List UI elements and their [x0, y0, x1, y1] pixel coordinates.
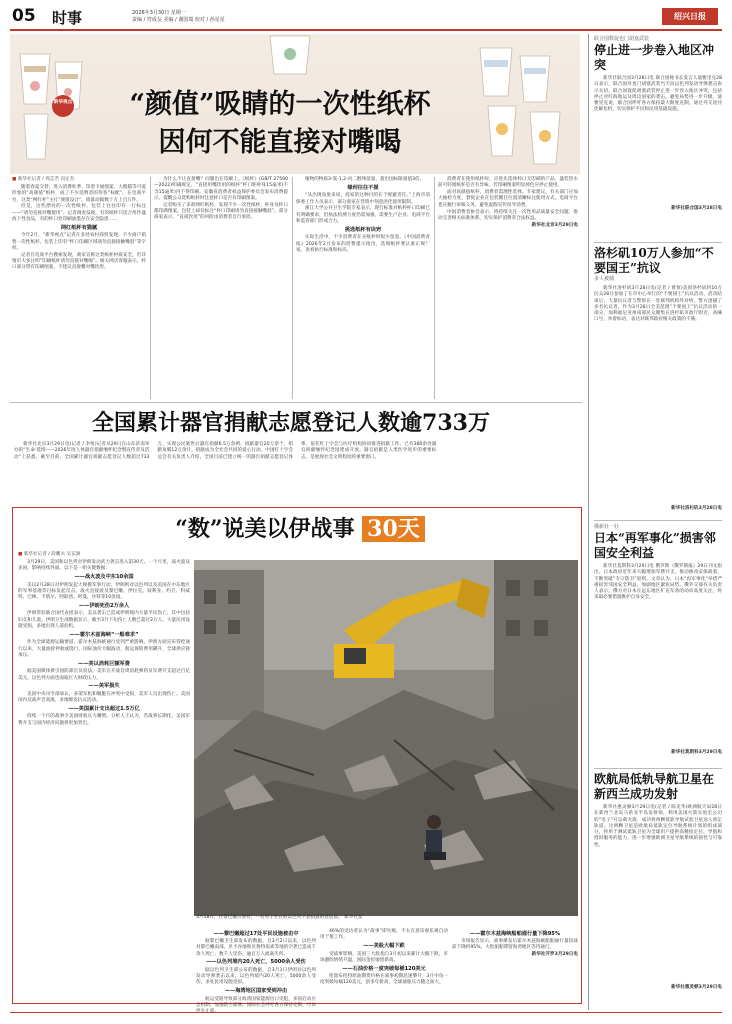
lead-column-3: 植物的物质3-氯-1,2-丙二醇残留量，超出国标限量值3倍。 缘何往往不提 “从出现角度来说，商家的这种目的在于规避责任。”上海市消保委工作人员表示，部分商家在营销中刻意淡化使用限制。 浙江大学公共卫生学院专家表示，现行标准对纸杯杯口印刷已有明确要求，但执法检测力度仍需加强，需要生产企业、电商平台和监管部门形成合力。 挑选纸杯有诀窍 实际生活中，不少消费者在买纸杯时很少留意。《中国消费者报》2026年2月发布的消费提示指出，选购纸杯要认准正规厂家、查看执行标准和标识。 — [296, 177, 430, 253]
japan-military-headline: 日本“再军事化”损害邻国安全利益 — [594, 531, 716, 560]
lead-column-4: 消费者在使用纸杯时，应优先选择杯口无印刷的产品，盛装热水前可轻闻纸杯是否有异味，若印刷图案明显掉色应停止使用。 面对高颜值纸杯，消费者需理性选择。专家建议，有关部门应加大抽检力度，督促企业在包装醒目位置清晰标注使用方式，电商平台也应履行审核义务，避免虚假宣传误导消费。 中国消费者协会表示，将持续关注一次性用品质量安全问题，推动完善相关标准体系，切实保护消费者合法权益。 新华社北京3月29日电 — [438, 177, 578, 228]
lead-column-2: 为什么不让直接嘴？问题出在印刷上。《纸杯》(GB/T 27590—2022)明确规定，“直接用嘴饮用的纸杯”杯口距杯身15毫米(不含15毫米)内不得印刷。安徽省消费者权益保护委员会发布消费提示，提醒公众选购纸杯时注意杯口是否有印刷图案。 记者购买了多款网红纸杯，发现不少一次性纸杯，杯身及杯口都印满图案，包装上却仅标注“杯口印刷请勿直接接触嘴唇”。部分商家表示，“直接饮用”的风险由消费者自行承担。 — [154, 177, 288, 221]
lead-byline: ■ 新华社记者 / 周芷若 向定杰 — [12, 177, 75, 182]
japan-military-dateline: 新华社莫斯科3月29日电 — [671, 750, 722, 755]
beirut-rubble-photo — [194, 560, 578, 916]
esa-satellite-body: 新华社惠灵顿3月29日电(记者 / 陈龙华)欧洲航天局28日在新西兰北岛马希亚半岛发射场，利用美国火箭实验室公司的“电子”号运载火箭，成功将两颗低轨导航试验卫星送入预定轨道。这两颗卫星是欧航局低轨定位导航系统计划的组成部分，将用于测试低轨卫星为全球用户提供高精度定位、导航和授时服务的能力，进一步增强欧洲卫星导航系统的韧性与可靠性。 — [594, 805, 722, 848]
la-protest-story — [594, 246, 722, 512]
lead-subhead-2: 缘何往往不提 — [347, 184, 379, 191]
un-houthi-headline: 停止进一步卷入地区冲突 — [594, 43, 715, 72]
footer-rule — [10, 1012, 722, 1013]
war-feature-column-4: 46%的受访者认为“战事”即失败，不太在意乐观乐观自动用于推工作。 ——美股大幅下跌 受战事影响，美国三大股指自3月初以来累计大幅下跌，市场避险情绪升温，国际金价屡创新高。 ——石油价格一度突破每桶120美元 伦敦布伦特原油期货价格在战事初期迅速攀升，3月中旬一度突破每桶120美元，创多年新高，全球通胀压力随之加大。 — [320, 929, 448, 986]
divider — [594, 768, 722, 769]
issue-date: 2026年3月30日 星期一 — [132, 10, 186, 16]
editors: 责编 / 符成友 美编 / 谢国瑞 校对 / 孙星星 — [132, 17, 225, 23]
war-feature-column-3: ——黎巴嫩超过17处平民设施被击中 据黎巴嫩卫生部发布的数据，自3月2日以来，以色列对黎巴嫩南部、贝卡谷地和贝鲁特南郊等地的空袭已造成千余人死亡、数千人受伤，逾百万人流离失所。 ——以色列境内20人死亡，5000余人受伤 据以色列卫生部公布的数据，自3月1日伊朗对以色列发动导弹袭击以来，以色列境内20人死亡，5000余人受伤，多处民用设施受损。 ——海湾地区国家受到冲击 航运受阻导致部分海湾国家能源出口受阻，多国启动应急机制，加强防空部署，国际社会呼吁各方保持克制，尽快 — [196, 930, 316, 1009]
highlight-30-days: 30天 — [362, 516, 425, 542]
column-divider — [588, 34, 589, 1010]
divider — [150, 177, 151, 399]
lead-subhead-3: 挑选纸杯有诀窍 — [344, 226, 382, 233]
divider — [594, 520, 722, 521]
newspaper-logo: 绍兴日报 — [662, 8, 718, 25]
japan-military-kicker: 俄新社一社 — [594, 524, 620, 530]
war-feature-dateline: 新华社开罗3月29日电 — [531, 952, 578, 958]
photo-credit: 新华社发 — [344, 915, 363, 920]
un-houthi-story — [594, 36, 722, 212]
divider — [292, 177, 293, 399]
la-protest-headline: 洛杉矶10万人参加“不要国王”抗议 — [594, 246, 714, 275]
organ-donation-headline: 全国累计器官捐献志愿登记人数逾733万 — [92, 410, 490, 436]
divider — [10, 402, 582, 403]
section-title: 时事 — [52, 9, 83, 27]
japan-military-story — [594, 524, 722, 756]
lead-headline-line1: “颜值”吸睛的一次性纸杯 — [129, 89, 431, 120]
esa-satellite-headline: 欧航局低轨导航卫星在新西兰成功发射 — [594, 772, 715, 801]
la-protest-body: 新华社洛杉矶3月28日电(记者 / 黄恒)美国洛杉矶约10万民众28日参加了在市中心举行的“不要国王”抗议活动，活动结束后，大量抗议者与警察在一处联邦机构外对峙，警方逮捕了多名抗议者。作为3月28日全美范围“不要国王”抗议活动的一部分，加利福尼亚州南部民众聚集在洛杉矶市政厅附近，高喊口号，举着标语，表达对联邦政府相关政策的不满。 — [594, 286, 722, 323]
war-feature-byline: ■ 新华社记者 / 段鹏夫 吴玄澍 — [18, 552, 81, 557]
divider — [594, 242, 722, 243]
lead-headline-line2: 因何不能直接对嘴喝 — [158, 127, 402, 158]
un-houthi-dateline: 新华社联合国3月28日电 — [671, 206, 722, 211]
lead-dateline: 新华社北京3月29日电 — [531, 222, 578, 228]
xinhua-viewpoint-badge: 新华视点 — [52, 95, 74, 117]
header-rule — [10, 29, 722, 31]
lead-subhead-1: 网红纸杯有猫腻 — [60, 224, 98, 231]
rubble-scene — [194, 560, 578, 916]
war-feature-headline: “数”说美以伊战事 30天 — [110, 515, 490, 543]
un-houthi-body: 新华社联合国3月28日电 联合国秘书长发言人迪雅里克28日表示，联合国对也门胡塞武装当天向以色列发动导弹袭击表示关切。联合国敦促胡塞武装停止进一步卷入地区冲突，包括停止对红海航运及周边国家的袭击，避免局势进一步升级。迪雅里克说，联合国呼吁各方保持最大限度克制，通过外交途径化解危机，切实保护平民和民用基础设施。 — [594, 76, 722, 113]
organ-donation-body: 新华社北京3月29日电(记者 / 李恒)记者从29日在山东济南举办的“生命·延续——2026年度人体器官捐献缅怀纪念暨宣传普及活动”上获悉，截至目前，全国累计器官捐献志愿登记人数超过733万，实现公民逝世后器官捐献6.5万余例，捐献器官20万余个，捐献角膜12万余片。捐献成为全社会共同的爱心行动。中国红十字会总会有关负责人介绍，全国目前已建立统一的器官捐献志愿登记体系，依托红十字会与医疗机构协同推进捐献工作，已有380余处器官捐献缅怀纪念园建成开放。器官捐献是人类医学进步的重要标志，是展现社会文明程度的重要窗口。 — [14, 442, 437, 460]
war-feature-column-5: ——霍尔木兹海峡船舶通行量下降95% 市场报告显示，战事爆发后霍尔木兹海峡船舶通行量较战前下降约95%，大批船舶滞留海湾地区等待通行。 新华社开罗3月29日电 — [452, 930, 578, 958]
lead-column-1: ■ 新华社记者 / 周芷若 向定杰 随着春夏交替，进入消费旺季，印着卡通图案、大熊猫等可爱形象的“高颜值”纸杯，成了不少消费者的待客“标配”。在电商平台，这类“网红杯”主打“颜值设计”，销量动辄数十万上百万件。 但是，这些漂亮的一次性纸杯，包装上往往印有一行标注——“请勿直接对嘴使用”。记者调查发现，有的纸杯只适合用作盛放干性食品，有的杯口处印刷油墨存在安全隐患…… 网红纸杯有猫腻 今年2月，“新华视点”记者在多处农村商贸发现，不少商户销售一次性纸杯，包装上印有“杯口印刷区域请勿直接接触嘴唇”等字样。 记者在电商平台搜索发现，商家宣称这类纸杯材质安全，但详情页大多注明“印刷纸杯请勿直接对嘴喝”。相关网店客服表示，杯口部分带有印刷图案，不建议直接嘴对嘴饮用。 — [12, 177, 146, 271]
japan-military-body: 新华社莫斯科3月29日电 俄罗斯《俄罗斯报》29日刊文指出，日本政府近年来大幅增加军费开支，推动修改安保政策，不断突破“专守防卫”原则。文章认为，日本“再军事化”举措严重损害邻国安全利益，加剧地区紧张局势。俄外交部有关负责人表示，俄方对日本在远东地区扩充军备的动向高度关注，将采取必要措施维护自身安全。 — [594, 564, 722, 601]
la-protest-dateline: 新华社洛杉矶3月28日电 — [671, 506, 722, 511]
war-feature-column-1: ■ 新华社记者 / 段鹏夫 吴玄澍 3月29日，美国和以色列对伊朗发动武力袭击进入第30天。一个月里，战火波及多国，影响持续外溢。以下是一组关键数据： ——战火波及中东10余国 美以2月28日对伊朗发起大规模军事行动，伊朗则对以色列以及美国在中东地区的军事基地等目标发起反击。战火直接波及黎巴嫩、伊拉克、叙利亚、约旦、科威特、巴林、卡塔尔、阿联酋、阿曼、沙特等10余国。 ——伊朗死伤2万余人 伊朗常驻联合国代表团表示，美以袭击已造成伊朗境内大量平民伤亡，其中包括妇女和儿童。伊朗卫生部数据显示，截至3月下旬伤亡人数已超过2万人，大量民用设施受损，多地出现人道危机。 ——霍尔木兹海峡“一船难求” 作为全球能源运输要道，霍尔木兹海峡通行受到严重影响。伊朗方面宣布管控通行以来，大量油轮停航或绕行，国际油价大幅波动，航运保险费用飙升，全球供应链承压。 ——美以消耗巨额军费 据美国媒体援引国防部官员说法，美军在开战首周消耗弹药及军费开支超过百亿美元。以色列方面也面临巨大财政压力。 ——美军损失 美国中央司令部承认，多架军机和舰艇在冲突中受损，美军人员出现伤亡。美国国内反战声音高涨，多地爆发抗议活动。 ——美国累计支出超过1.5万亿 持续一个月的战事令美国财政压力骤增。分析人士认为，若战事长期化，美国军费开支与国内经济问题将更加突出。 — [18, 552, 190, 726]
esa-satellite-dateline: 新华社惠灵顿3月29日电 — [671, 985, 722, 990]
page-number: 05 — [12, 6, 36, 26]
divider — [434, 177, 435, 399]
header-info — [132, 10, 225, 24]
photo-caption: 3月18日，在黎巴嫩贝鲁特，一名男子坐在被以色列空袭损毁的建筑前。 新华社发 — [196, 915, 363, 920]
la-protest-subhead: 多人被捕 — [594, 276, 615, 282]
un-houthi-kicker: 联合国数促也门胡塞武装 — [594, 36, 650, 42]
esa-satellite-story — [594, 772, 722, 991]
